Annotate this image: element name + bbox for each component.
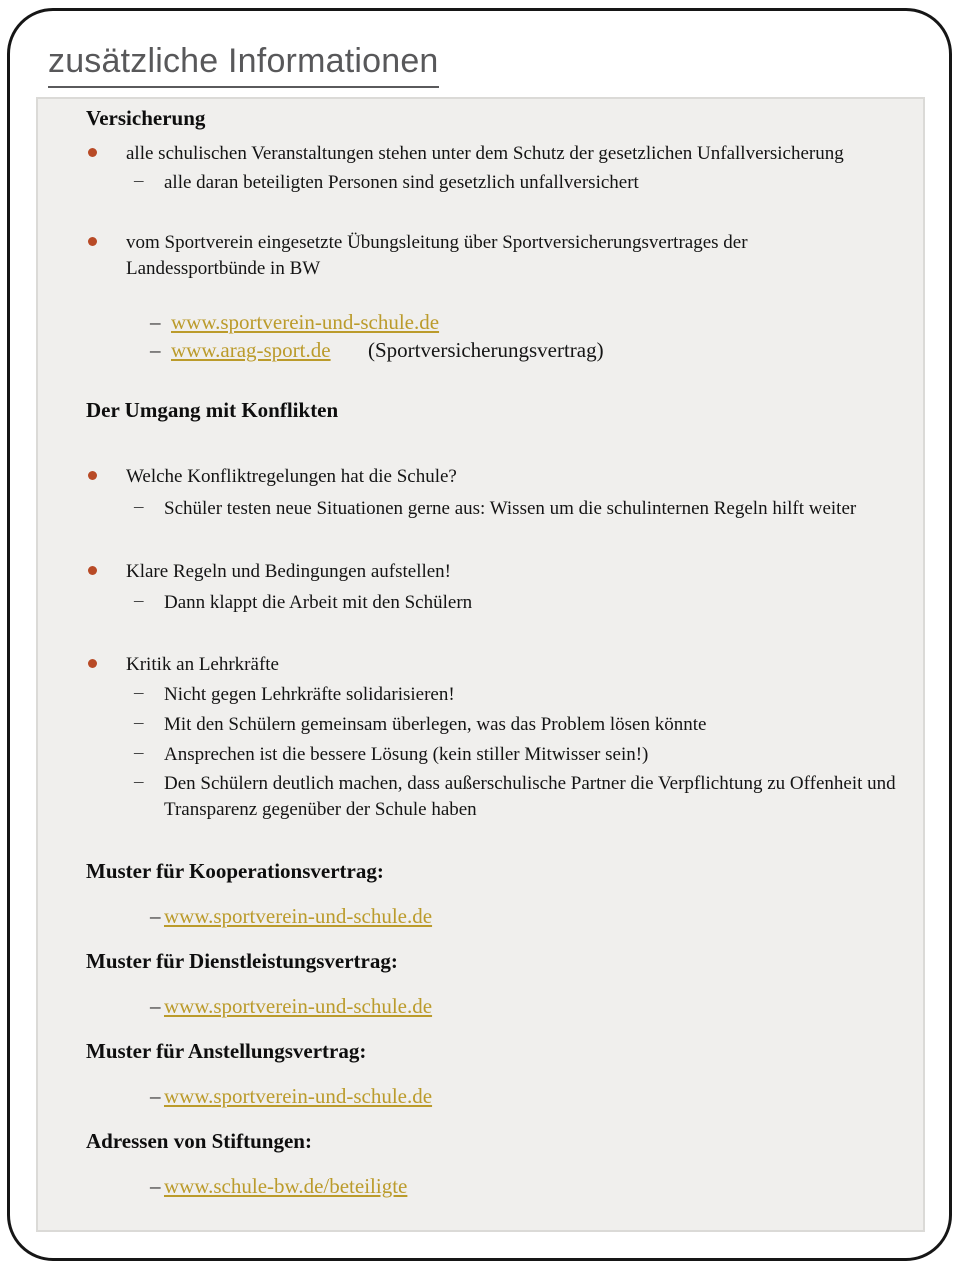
dash-icon xyxy=(134,682,144,704)
section-heading-versicherung: Versicherung xyxy=(86,106,206,130)
sub-bullet-text: Den Schülern deutlich machen, dass außerschulische Partner die Verpflichtung zu Offenheit und Transparenz gegenüber der Schule haben xyxy=(164,773,896,820)
bullet-dot-icon xyxy=(88,471,97,480)
dash-icon xyxy=(134,712,144,734)
bullet-dot-icon xyxy=(88,148,97,157)
link-sportverein-und-schule[interactable]: www.sportverein-und-schule.de xyxy=(164,994,433,1018)
link-sportverein-und-schule[interactable]: www.sportverein-und-schule.de xyxy=(171,310,440,334)
bullet-dot-icon xyxy=(88,566,97,575)
bullet-dot-icon xyxy=(88,237,97,246)
sub-bullet-text: alle daran beteiligten Personen sind gesetzlich unfallversichert xyxy=(164,172,639,193)
dash-icon xyxy=(134,590,144,612)
sub-bullet-text: Ansprechen ist die bessere Lösung (kein stiller Mitwisser sein!) xyxy=(164,744,649,765)
dash-icon xyxy=(134,742,144,764)
sub-bullet-text: Nicht gegen Lehrkräfte solidarisieren! xyxy=(164,684,455,705)
dash-icon xyxy=(134,496,144,518)
sub-bullet-text: Schüler testen neue Situationen gerne aus: Wissen um die schulinternen Regeln hilft weiter xyxy=(164,498,857,519)
dash-icon xyxy=(150,1174,161,1199)
content-panel xyxy=(36,97,925,1232)
bullet-dot-icon xyxy=(88,659,97,668)
dash-icon xyxy=(150,1084,161,1109)
dash-icon xyxy=(150,310,161,335)
link-sportverein-und-schule[interactable]: www.sportverein-und-schule.de xyxy=(164,904,433,928)
bullet-text: vom Sportverein eingesetzte Übungsleitung über Sportversicherungsvertrages der Landessportbünde in BW xyxy=(126,232,748,279)
bullet-text: Welche Konfliktregelungen hat die Schule? xyxy=(126,466,457,487)
dash-icon xyxy=(134,170,144,192)
section-heading-konflikte: Der Umgang mit Konflikten xyxy=(86,398,339,422)
bullet-text: alle schulischen Veranstaltungen stehen unter dem Schutz der gesetzlichen Unfallversicherung xyxy=(126,143,844,164)
dash-icon xyxy=(150,994,161,1019)
bullet-text: Klare Regeln und Bedingungen aufstellen! xyxy=(126,561,452,582)
link-sportverein-und-schule[interactable]: www.sportverein-und-schule.de xyxy=(164,1084,433,1108)
dash-icon xyxy=(150,904,161,929)
link-schule-bw[interactable]: www.schule-bw.de/beteiligte xyxy=(164,1174,408,1198)
section-heading-anstellungsvertrag: Muster für Anstellungsvertrag: xyxy=(86,1039,367,1063)
bullet-text: Kritik an Lehrkräfte xyxy=(126,654,279,675)
sub-bullet-text: Dann klappt die Arbeit mit den Schülern xyxy=(164,592,473,613)
dash-icon xyxy=(134,771,144,793)
section-heading-stiftungen: Adressen von Stiftungen: xyxy=(86,1129,312,1153)
sub-bullet-text: Mit den Schülern gemeinsam überlegen, was das Problem lösen könnte xyxy=(164,714,707,735)
section-heading-kooperationsvertrag: Muster für Kooperationsvertrag: xyxy=(86,859,384,883)
page-title: zusätzliche Informationen xyxy=(48,42,439,88)
link-arag-sport[interactable]: www.arag-sport.de xyxy=(171,338,331,362)
section-heading-dienstleistungsvertrag: Muster für Dienstleistungsvertrag: xyxy=(86,949,398,973)
link-suffix-text: (Sportversicherungsvertrag) xyxy=(368,338,604,362)
dash-icon xyxy=(150,338,161,363)
